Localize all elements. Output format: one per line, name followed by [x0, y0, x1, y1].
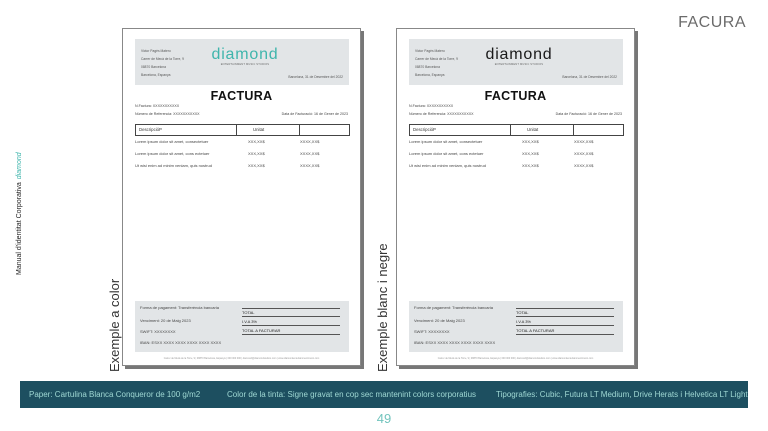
total-label: TOTAL	[516, 310, 529, 315]
table-row: Lorem ipsum dolor sit amet, cons ectetuer XXX,XX$ XXXX,XX$	[409, 151, 594, 156]
invoice-footer	[409, 301, 623, 352]
to-pay-label: TOTAL A FACTURAR	[242, 328, 281, 333]
spec-paper: Paper: Cartulina Blanca Conqueror de 100 g/m2	[29, 390, 201, 399]
sender-address: Victor Pagès Matero Carrer de Mecà de la Torre, 9 08870 Barcelona Barcelona, Espanya	[415, 49, 459, 77]
page-title: FACURA	[678, 14, 746, 31]
table-row: Ut wisi enim ad minim veniam, quis nostrud XXX,XX$ XXXX,XX$	[409, 163, 594, 168]
spec-fonts: Tipografies: Cubic, Futura LT Medium, Drive Herats i Helvetica LT Light	[496, 390, 748, 399]
col-description: DescripcióP	[413, 127, 436, 132]
iva-label: I.V.A 3%	[516, 319, 531, 324]
iban-code: IBAN: ESXX XXXX XXXX XXXX XXXX XXXX	[414, 340, 496, 345]
invoice-color	[122, 28, 361, 366]
page-number: 49	[376, 411, 392, 426]
specs-band	[20, 381, 748, 408]
invoice-header	[409, 39, 623, 85]
invoice-table-header	[135, 124, 350, 136]
invoice-bw	[396, 28, 635, 366]
invoice-number: N.Factura: XXXXXXXXXXX	[135, 104, 180, 108]
side-label-brand: diamond	[16, 152, 23, 180]
diamond-logo: diamond ENTERTAINMENT MUSIC STUDIOS	[485, 46, 553, 66]
due-date: Venciment: 20 de Maig 2023	[414, 318, 465, 323]
due-date: Venciment: 20 de Maig 2023	[140, 318, 191, 323]
swift-code: SWIFT: XXXXXXXX	[140, 329, 176, 334]
reference-number: Número de Referencia: XXXXXXXXXXX	[409, 112, 474, 116]
invoice-title: FACTURA	[484, 89, 547, 103]
table-row: Lorem ipsum dolor sit amet, consectetuer XXX,XX$ XXXX,XX$	[409, 139, 594, 144]
spec-ink: Color de la tinta: Signe gravat en cop sec mantenint colors corporatius	[227, 390, 477, 399]
sample-label-bw: Exemple blanc i negre	[375, 243, 390, 372]
invoice-number: N.Factura: XXXXXXXXXXX	[409, 104, 454, 108]
col-unit: Unitat	[527, 127, 539, 132]
reference-number: Número de Referencia: XXXXXXXXXXX	[135, 112, 200, 116]
side-label-text: Manual d'identitat Corporativa	[16, 182, 23, 275]
col-description: DescripcióP	[139, 127, 162, 132]
payment-method: Forma de pagament: Transferència bancaria	[140, 305, 219, 310]
to-pay-label: TOTAL A FACTURAR	[516, 328, 555, 333]
diamond-logo: diamond ENTERTAINMENT MUSIC STUDIOS	[211, 46, 279, 66]
invoice-title: FACTURA	[210, 89, 273, 103]
invoice-header	[135, 39, 349, 85]
invoice-date: Data de Facturació: 16 de Gener de 2023	[281, 112, 348, 116]
iva-label: I.V.A 3%	[242, 319, 257, 324]
sender-address: Victor Pagès Matero Carrer de Mecà de la Torre, 9 08870 Barcelona Barcelona, Espanya	[141, 49, 185, 77]
table-row: Ut wisi enim ad minim veniam, quis nostrud XXX,XX$ XXXX,XX$	[135, 163, 320, 168]
iban-code: IBAN: ESXX XXXX XXXX XXXX XXXX XXXX	[140, 340, 222, 345]
invoice-table-header	[409, 124, 624, 136]
swift-code: SWIFT: XXXXXXXX	[414, 329, 450, 334]
total-label: TOTAL	[242, 310, 255, 315]
invoice-date: Data de Facturació: 16 de Gener de 2023	[555, 112, 622, 116]
table-row: Lorem ipsum dolor sit amet, consectetuer XXX,XX$ XXXX,XX$	[135, 139, 320, 144]
side-label	[4, 150, 28, 275]
table-row: Lorem ipsum dolor sit amet, cons ectetuer XXX,XX$ XXXX,XX$	[135, 151, 320, 156]
invoice-contact-line: Carrer de Mecà de la Torre, 9 | 08870 Barcelona, Espanya | 000 000 000 | diamond@diamondstudios.com | www.diamondentertainmentmusic.com	[437, 357, 594, 360]
invoice-footer	[135, 301, 349, 352]
col-unit: Unitat	[253, 127, 265, 132]
invoice-contact-line: Carrer de Mecà de la Torre, 9 | 08870 Barcelona, Espanya | 000 000 000 | diamond@diamondstudios.com | www.diamondentertainmentmusic.com	[163, 357, 320, 360]
header-date: Barcelona, 31 de Desembre del 2022	[288, 75, 343, 79]
sample-label-color: Exemple a color	[107, 278, 122, 372]
header-date: Barcelona, 31 de Desembre del 2022	[562, 75, 617, 79]
payment-method: Forma de pagament: Transferència bancaria	[414, 305, 493, 310]
